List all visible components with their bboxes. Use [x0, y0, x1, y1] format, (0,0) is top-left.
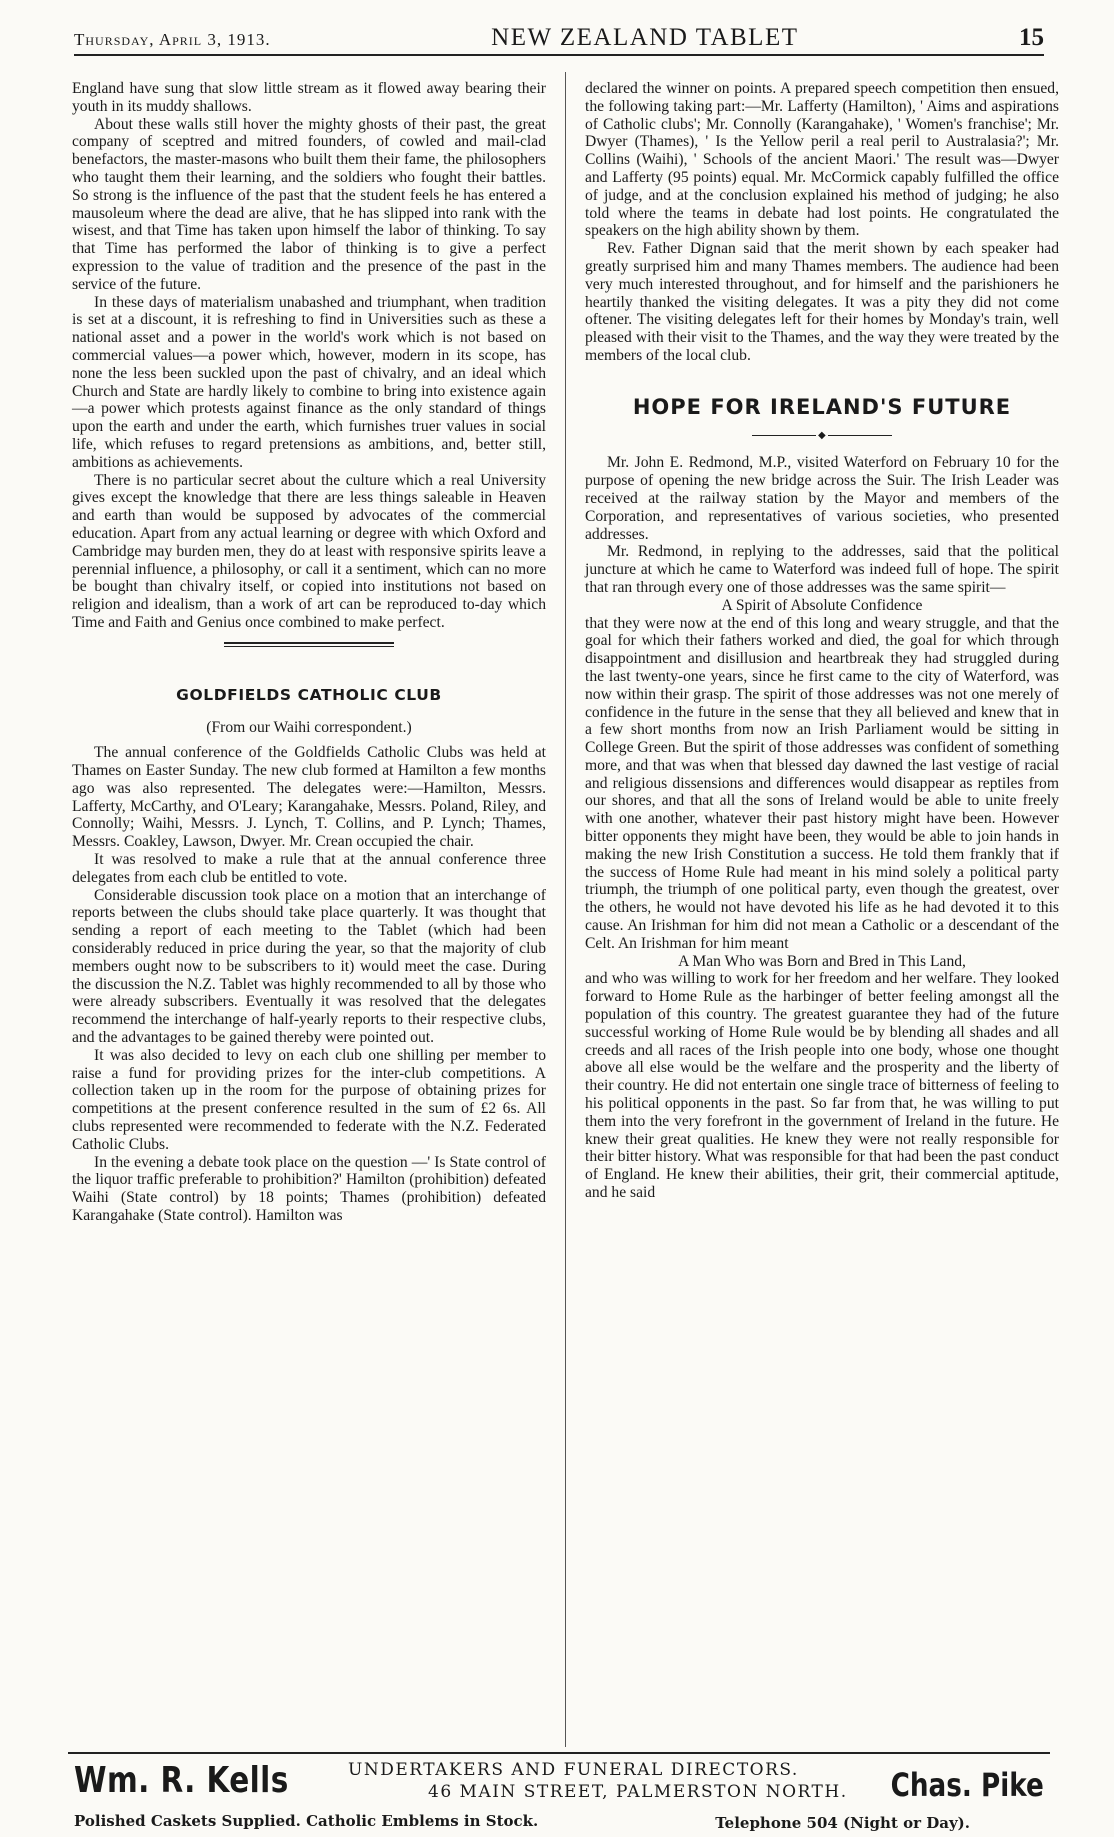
paragraph: that they were now at the end of this long and weary struggle, and that the goal for which their fathers worked and died, the goal for which through disappointment and disillusion and heartbreak they had struggled during the last twenty-one years, since he first came to the city of Waterford, was now within their grasp. The spirit of those addresses was not one merely of confidence in the future in the sense that they all believed and knew that in a few short months from now an Irish Parliament would be sitting in College Green. But the spirit of those addresses was confident of something more, and that was when that blessed day dawned the last vestige of racial and religious dissensions and differences would disappear as reptiles from our shores, and that all the sons of Ireland would be able to unite freely with one another, whatever their past history might have been. However bitter opponents they might have been, they would be able to join hands in making the new Irish Constitution a success. He told them frankly that if the success of Home Rule had meant in his mind solely a political party triumph, the triumph of one political party, even though the greatest, over the others, he would not have devoted his life as he had devoted it to this cause. An Irishman for him did not mean a Catholic or a descendant of the Celt. An Irishman for him meant	[585, 614, 1059, 952]
column-divider	[565, 72, 566, 1747]
section-title-goldfields: GOLDFIELDS CATHOLIC CLUB	[176, 685, 442, 704]
byline: (From our Waihi correspondent.)	[206, 718, 412, 736]
subheading: A Spirit of Absolute Confidence	[721, 596, 923, 614]
paragraph: England have sung that slow little stream as it flowed away bearing their youth in its muddy shallows.	[72, 80, 546, 115]
paragraph: Rev. Father Dignan said that the merit shown by each speaker had greatly surprised him and many Thames members. The audience had been very much interested throughout, and for himself and the parishioners he heartily thanked the visiting delegates. It was a pity they did not come oftener. The visiting delegates left for their homes by Monday's train, well pleased with their visit to the Thames, and the way they were treated by the members of the local club.	[585, 240, 1059, 364]
paragraph: It was also decided to levy on each club one shilling per member to raise a fund for providing prizes for the inter-club competitions. A collection taken up in the room for the purpose of obtaining prizes for competitions at the present conference resulted in the sum of £2 6s. All clubs represented were recommended to federate with the N.Z. Federated Catholic Clubs.	[72, 1046, 546, 1153]
page-number: 15	[1019, 24, 1044, 51]
paragraph: Mr. Redmond, in replying to the addresses, said that the political juncture at which he came to Waterford was indeed full of hope. The spirit that ran through every one of those addresses was the same spirit—	[585, 543, 1059, 596]
paragraph: There is no particular secret about the culture which a real University gives except the knowledge that there are less things saleable in Heaven and earth than would be supposed by advocates of the commercial education. Apart from any actual learning or degree with which Oxford and Cambridge may burden men, they do at least with responsive spirits leave a perennial influence, a philosophy, or call it a sentiment, which can no more be bought than chivalry itself, or copied into institutions not based on religion and idealism, than a work of art can be reproduced to-day which Time and Faith and Genius once combined to make perfect.	[72, 471, 546, 631]
paragraph: It was resolved to make a rule that at the annual conference three delegates from each club be entitled to vote.	[72, 851, 546, 886]
paragraph: and who was willing to work for her freedom and her welfare. They looked forward to Home Rule as the harbinger of better feeling amongst all the population of this country. The greatest guarantee they had of the future successful working of Home Rule would be by blending all shades and all creeds and all races of the Irish people into one body, whose one thought above all else would be the welfare and the prosperity and the liberty of their country. He did not entertain one single trace of bitterness of feeling to his political opponents in the past. So far from that, he was willing to put them into the very forefront in the government of Ireland in the future. He knew their great qualities. He knew they were not really responsible for their bitter history. What was responsible for that had been the past conduct of England. He knew their abilities, their grit, their commercial aptitude, and he said	[585, 970, 1059, 1202]
ad-address: 46 MAIN STREET, PALMERSTON NORTH.	[428, 1782, 848, 1802]
ad-telephone: Telephone 504 (Night or Day).	[715, 1814, 970, 1832]
paragraph: In these days of materialism unabashed and triumphant, when tradition is set at a discount, it is refreshing to find in Universities such as these a national asset and a power in the world's work which is not based on commercial values—a power which, however, modern in its scope, has none the less been suckled upon the past of chivalry, and an ideal which Church and State are hardly likely to combine to bring into existence again—a power which protests against finance as the only standard of things upon the earth and under the earth, which furnishes truer values in social life, which refuses to regard pretensions as ambitions, and, better still, ambitions as achievements.	[72, 293, 546, 471]
left-column	[72, 80, 546, 1225]
paragraph: declared the winner on points. A prepared speech competition then ensued, the following taking part:—Mr. Lafferty (Hamilton), ' Aims and aspirations of Catholic clubs'; Mr. Connolly (Karangahake), ' Women's franchise'; Mr. Dwyer (Thames), ' Is the Yellow peril a real peril to Australasia?'; Mr. Collins (Waihi), ' Schools of the ancient Maori.' The result was—Dwyer and Lafferty (95 points) equal. Mr. McCormick capably fulfilled the office of judge, and at the conclusion explained his method of judging; he also told where the teams in debate had lost points. He congratulated the speakers on the high ability shown by them.	[585, 80, 1059, 240]
advertiser-name-right: Chas. Pike	[890, 1766, 1044, 1804]
issue-date: Thursday, April 3, 1913.	[74, 30, 271, 49]
ad-headline: UNDERTAKERS AND FUNERAL DIRECTORS.	[348, 1760, 799, 1780]
advertisement-footer	[68, 1752, 1050, 1836]
paragraph: In the evening a debate took place on the question —' Is State control of the liquor traffic preferable to prohibition?' Hamilton (prohibition) defeated Waihi (State control) by 18 points; Thames (prohibition) defeated Karangahake (State control). Hamilton was	[72, 1153, 546, 1225]
ad-tagline: Polished Caskets Supplied. Catholic Emblems in Stock.	[74, 1812, 539, 1830]
page-header	[74, 22, 1044, 56]
paragraph: Considerable discussion took place on a motion that an interchange of reports between the clubs should take place quarterly. It was thought that sending a report of each meeting to the Tablet (which had been considerably reduced in price during the year, so that the majority of club members ought now to be subscribers to it) would meet the case. During the discussion the N.Z. Tablet was highly recommended to all by those who were already subscribers. Eventually it was resolved that the delegates recommend the interchange of half-yearly reports to their respective clubs, and the advantages to be gained thereby were pointed out.	[72, 886, 546, 1047]
right-column	[585, 80, 1059, 1202]
paragraph: The annual conference of the Goldfields Catholic Clubs was held at Thames on Easter Sunday. The new club formed at Hamilton a few months ago was also represented. The delegates were:—Hamilton, Messrs. Lafferty, McCarthy, and O'Leary; Karangahake, Messrs. Poland, Riley, and Connolly; Waihi, Messrs. J. Lynch, T. Collins, and P. Lynch; Thames, Messrs. Coakley, Lawson, Dwyer. Mr. Crean occupied the chair.	[72, 744, 546, 851]
paragraph: Mr. John E. Redmond, M.P., visited Waterford on February 10 for the purpose of opening the new bridge across the Suir. The Irish Leader was received at the railway station by the Mayor and members of the Corporation, and representatives of various societies, who presented addresses.	[585, 454, 1059, 543]
section-rule	[224, 642, 394, 647]
ornament-divider	[585, 423, 1059, 441]
subheading: A Man Who was Born and Bred in This Land,	[678, 952, 966, 970]
section-title-ireland: HOPE FOR IRELAND'S FUTURE	[632, 394, 1012, 419]
masthead-title: NEW ZEALAND TABLET	[491, 24, 799, 51]
paragraph: About these walls still hover the mighty ghosts of their past, the great company of sceptred and mitred founders, of cowled and mail-clad benefactors, the master-masons who built them their fame, the philosophers who taught them their learning, and the soldiers who fought their battles. So strong is the influence of the past that the student feels he has entered a mausoleum where the dead are alive, that he has slipped into rank with the wisest, and that Time has taken upon himself the labor of thinking. To say that Time has performed the labor of thinking is to give a perfect expression to the value of tradition and the presence of the past in the service of the future.	[72, 115, 546, 293]
advertiser-name-left: Wm. R. Kells	[74, 1760, 289, 1801]
